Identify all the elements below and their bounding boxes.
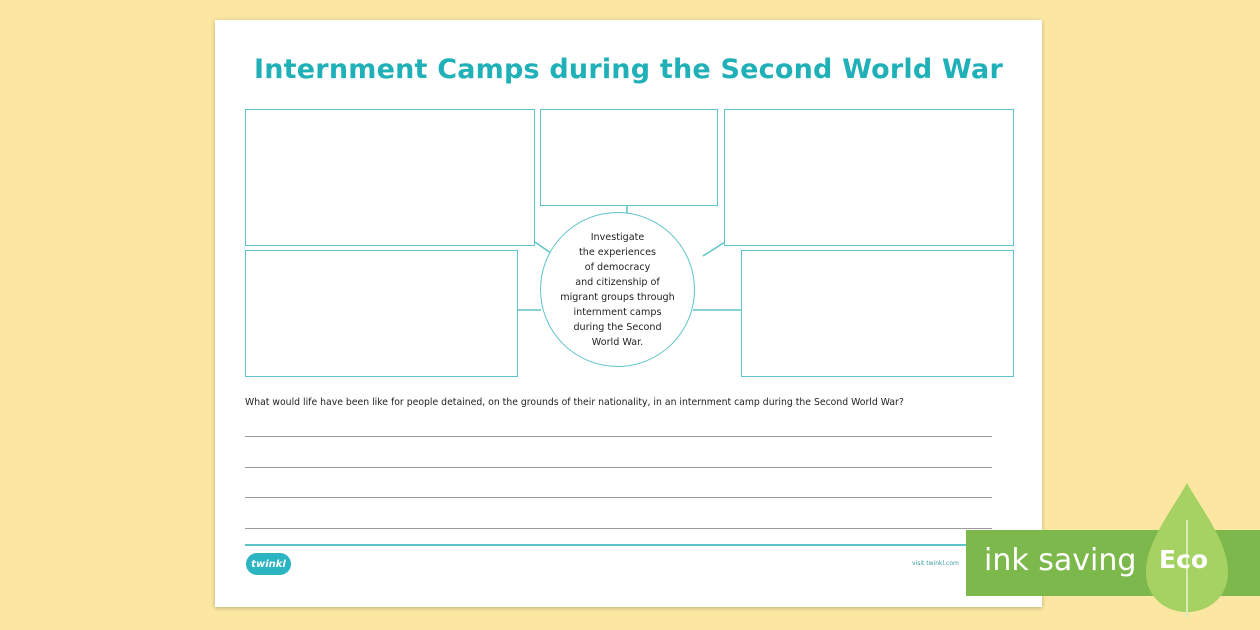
worksheet-question: What would life have been like for people detained, on the grounds of their nationality, in an internment camp during the Second World War? — [245, 397, 904, 408]
worksheet-title: Internment Camps during the Second World War — [254, 54, 1003, 85]
connector-top-right — [703, 242, 725, 256]
worksheet-page — [215, 20, 1042, 607]
mind-map-box-bottom-left — [245, 250, 518, 377]
eco-label: Eco — [1159, 545, 1209, 574]
answer-line — [245, 528, 992, 529]
footer-url: visit twinkl.com — [912, 560, 959, 567]
footer-divider — [245, 544, 995, 546]
mind-map-box-top-left — [245, 109, 535, 246]
mind-map-box-bottom-right — [741, 250, 1014, 377]
answer-line — [245, 436, 992, 437]
mind-map-box-top-center — [540, 109, 718, 206]
answer-line — [245, 467, 992, 468]
ink-saving-label: ink saving — [984, 543, 1137, 578]
center-topic-text: Investigate the experiences of democracy and citizenship of migrant groups through internment camps during the Second World War. — [560, 231, 675, 348]
twinkl-logo: twinkl — [246, 553, 291, 575]
center-topic-circle — [540, 212, 695, 367]
mind-map-box-top-right — [724, 109, 1014, 246]
answer-line — [245, 497, 992, 498]
